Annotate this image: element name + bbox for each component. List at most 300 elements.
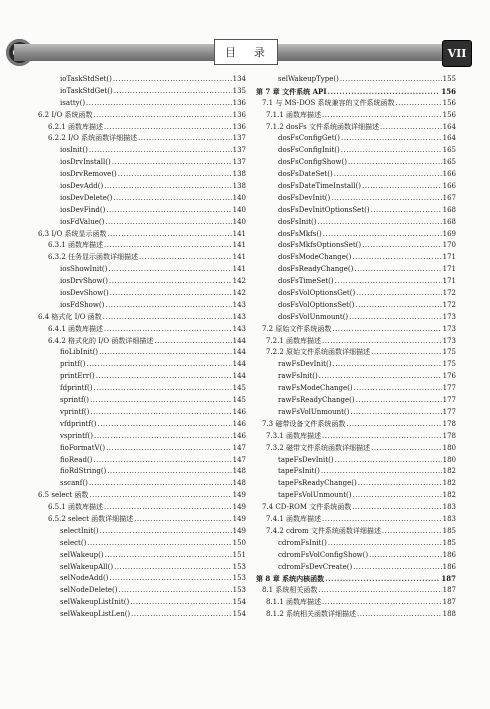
- toc-entry-title: sscanf(): [60, 479, 88, 488]
- toc-entry-title: fioLibInit(): [60, 348, 99, 357]
- toc-entry[interactable]: [256, 312, 456, 324]
- toc-entry[interactable]: [38, 193, 246, 205]
- toc-entry[interactable]: [256, 562, 456, 574]
- leader-dots: [93, 455, 231, 467]
- toc-entry[interactable]: [38, 86, 246, 98]
- toc-entry[interactable]: [256, 514, 456, 526]
- leader-dots: [107, 229, 231, 241]
- toc-entry[interactable]: [256, 490, 456, 502]
- toc-entry[interactable]: [256, 157, 456, 169]
- toc-entry-title: selNodeAdd(): [60, 574, 109, 583]
- toc-entry-title: 第 8 章 系统内核函数: [256, 574, 325, 584]
- leader-dots: [341, 145, 442, 157]
- leader-dots: [371, 347, 442, 359]
- toc-entry[interactable]: [38, 526, 246, 538]
- toc-entry-title: selWakeupListInit(): [60, 598, 130, 607]
- leader-dots: [340, 74, 442, 86]
- toc-entry-title: vsprintf(): [60, 431, 93, 440]
- toc-entry-title: selWakeupType(): [278, 75, 339, 83]
- leader-dots: [134, 514, 232, 526]
- leader-dots: [103, 312, 232, 324]
- leader-dots: [362, 240, 441, 252]
- toc-entry-page: 180: [442, 455, 456, 464]
- toc-entry[interactable]: [38, 110, 246, 122]
- toc-entry-title: 6.3.1 函数库描述: [48, 241, 104, 250]
- leader-dots: [332, 359, 441, 371]
- toc-entry-title: select(): [60, 538, 87, 547]
- toc-entry-page: 138: [232, 182, 246, 191]
- toc-entry-page: 154: [232, 610, 246, 619]
- toc-entry[interactable]: [256, 443, 456, 455]
- toc-right-column: [256, 74, 456, 621]
- toc-entry-page: 142: [232, 289, 246, 298]
- leader-dots: [321, 466, 442, 478]
- toc-entry[interactable]: [38, 145, 246, 157]
- leader-dots: [104, 122, 232, 134]
- toc-entry[interactable]: [256, 169, 456, 181]
- toc-entry[interactable]: [256, 217, 456, 229]
- toc-entry[interactable]: [38, 585, 246, 597]
- toc-entry[interactable]: [38, 217, 246, 229]
- toc-entry[interactable]: [256, 538, 456, 550]
- toc-entry[interactable]: [38, 98, 246, 110]
- toc-entry-page: 153: [232, 586, 246, 595]
- toc-entry-page: 144: [232, 336, 246, 345]
- toc-entry[interactable]: [38, 573, 246, 585]
- leader-dots: [138, 133, 232, 145]
- toc-entry[interactable]: [256, 133, 456, 145]
- toc-entry[interactable]: [256, 597, 456, 609]
- toc-entry[interactable]: [38, 538, 246, 550]
- toc-entry-page: 164: [442, 122, 456, 131]
- toc-entry-title: dosFsDateSet(): [278, 170, 333, 179]
- toc-left-column: [38, 74, 246, 621]
- toc-entry[interactable]: [256, 502, 456, 514]
- toc-entry-title: 6.3.2 任务显示函数详细描述: [48, 253, 139, 262]
- leader-dots: [322, 110, 442, 122]
- toc-entry[interactable]: [256, 609, 456, 621]
- toc-entry[interactable]: [38, 181, 246, 193]
- leader-dots: [130, 597, 231, 609]
- toc-entry-title: iosDrvRemove(): [60, 170, 117, 179]
- toc-entry-title: 6.3 I/O 系统显示函数: [38, 229, 107, 238]
- toc-entry-page: 177: [442, 396, 456, 405]
- toc-entry[interactable]: [256, 395, 456, 407]
- toc-entry-page: 141: [232, 229, 246, 238]
- toc-entry-page: 137: [232, 134, 246, 143]
- toc-entry-page: 165: [442, 146, 456, 155]
- leader-dots: [119, 585, 232, 597]
- toc-entry[interactable]: [256, 359, 456, 371]
- toc-entry-page: 183: [442, 503, 456, 512]
- toc-entry[interactable]: [38, 336, 246, 348]
- leader-dots: [94, 431, 232, 443]
- leader-dots: [350, 407, 441, 419]
- toc-entry[interactable]: [38, 347, 246, 359]
- toc-entry-page: 183: [442, 514, 456, 523]
- toc-entry[interactable]: [256, 122, 456, 134]
- toc-entry[interactable]: [256, 205, 456, 217]
- toc-entry-title: 7.3.2 磁带文件系统函数详细描述: [266, 443, 371, 452]
- toc-entry-title: isatty(): [60, 98, 86, 107]
- toc-entry[interactable]: [38, 359, 246, 371]
- leader-dots: [341, 133, 442, 145]
- toc-entry-page: 175: [442, 348, 456, 357]
- leader-dots: [334, 169, 442, 181]
- leader-dots: [113, 193, 231, 205]
- leader-dots: [131, 609, 231, 621]
- toc-entry-page: 141: [232, 241, 246, 250]
- toc-entry-page: 148: [232, 467, 246, 476]
- toc-entry-title: 7.2 原始文件系统函数: [262, 324, 332, 333]
- toc-entry-title: 7.4.2 cdrom 文件系统函数详细描述: [266, 526, 381, 535]
- toc-entry-page: 137: [232, 146, 246, 155]
- toc-entry[interactable]: [38, 205, 246, 217]
- leader-dots: [357, 609, 442, 621]
- toc-entry[interactable]: [38, 133, 246, 145]
- leader-dots: [322, 431, 442, 443]
- leader-dots: [97, 419, 231, 431]
- toc-entry-page: 173: [442, 324, 456, 333]
- toc-entry-page: 164: [442, 134, 456, 143]
- toc-entry[interactable]: [38, 395, 246, 407]
- leader-dots: [104, 181, 231, 193]
- toc-entry-page: 173: [442, 312, 456, 321]
- toc-entry-page: 177: [442, 407, 456, 416]
- leader-dots: [355, 300, 441, 312]
- toc-entry-title: cdromFsDevCreate(): [278, 562, 353, 571]
- toc-entry-title: 7.3.1 函数库描述: [266, 431, 322, 440]
- toc-entry-title: 6.5.2 select 函数详细描述: [48, 514, 134, 523]
- leader-dots: [353, 562, 441, 574]
- toc-entry[interactable]: [256, 288, 456, 300]
- toc-entry[interactable]: [256, 585, 456, 597]
- leader-dots: [110, 288, 232, 300]
- toc-entry[interactable]: [256, 347, 456, 359]
- toc-entry-page: 140: [232, 217, 246, 226]
- toc-entry-title: 6.2.1 函数库描述: [48, 122, 104, 131]
- toc-entry-page: 166: [442, 170, 456, 179]
- toc-entry-page: 146: [232, 407, 246, 416]
- toc-entry-page: 138: [232, 170, 246, 179]
- leader-dots: [362, 181, 442, 193]
- toc-entry-page: 182: [442, 491, 456, 500]
- leader-dots: [118, 169, 232, 181]
- toc-entry-page: 176: [442, 372, 456, 381]
- leader-dots: [380, 122, 442, 134]
- toc-entry-title: iosDevFind(): [60, 205, 106, 214]
- toc-entry-title: vprintf(): [60, 407, 90, 416]
- toc-entry[interactable]: [256, 336, 456, 348]
- toc-entry[interactable]: [256, 240, 456, 252]
- leader-dots: [112, 157, 232, 169]
- page-number-badge: VII: [442, 40, 472, 67]
- leader-dots: [94, 383, 232, 395]
- toc-entry-page: 144: [232, 372, 246, 381]
- toc-entry-title: fioRdString(): [60, 467, 107, 476]
- toc-entry-title: iosDrvInstall(): [60, 158, 111, 167]
- toc-entry-page: 180: [442, 443, 456, 452]
- toc-entry[interactable]: [38, 407, 246, 419]
- toc-entry[interactable]: [38, 371, 246, 383]
- toc-entry-page: 168: [442, 217, 456, 226]
- toc-entry-title: 7.4.1 函数库描述: [266, 514, 322, 523]
- toc-entry-page: 177: [442, 384, 456, 393]
- toc-entry-page: 178: [442, 419, 456, 428]
- toc-entry-page: 167: [442, 193, 456, 202]
- toc-entry-page: 187: [442, 598, 456, 607]
- toc-entry[interactable]: [38, 312, 246, 324]
- toc-entry[interactable]: [256, 98, 456, 110]
- leader-dots: [331, 193, 441, 205]
- leader-dots: [335, 455, 442, 467]
- leader-dots: [108, 264, 231, 276]
- toc-entry-page: 185: [442, 526, 456, 535]
- toc-entry-page: 186: [442, 562, 456, 571]
- toc-entry-page: 143: [232, 324, 246, 333]
- leader-dots: [346, 419, 441, 431]
- toc-entry-title: tapeFsInit(): [278, 467, 320, 476]
- leader-dots: [356, 288, 441, 300]
- toc-entry[interactable]: [38, 264, 246, 276]
- toc-entry-title: iosFdShow(): [60, 300, 105, 309]
- leader-dots: [348, 157, 442, 169]
- header-title: [214, 39, 278, 65]
- toc-entry-title: fioRead(): [60, 455, 93, 464]
- toc-entry-page: 135: [232, 86, 246, 95]
- leader-dots: [106, 205, 231, 217]
- toc-entry-title: 6.4.1 函数库描述: [48, 324, 104, 333]
- toc-entry-page: 143: [232, 300, 246, 309]
- toc-entry-title: dosFsDevInit(): [278, 193, 331, 202]
- toc-entry-page: 144: [232, 360, 246, 369]
- toc-entry-page: 186: [442, 550, 456, 559]
- toc-entry-page: 141: [232, 265, 246, 274]
- toc-entry[interactable]: [256, 276, 456, 288]
- toc-entry-title: vfdprintf(): [60, 419, 97, 428]
- leader-dots: [154, 336, 231, 348]
- toc-entry[interactable]: [38, 502, 246, 514]
- toc-entry[interactable]: [256, 550, 456, 562]
- leader-dots: [96, 371, 232, 383]
- toc-entry-page: 187: [441, 574, 456, 584]
- toc-entry[interactable]: [38, 490, 246, 502]
- toc-entry-title: selWakeup(): [60, 550, 104, 559]
- leader-dots: [382, 526, 442, 538]
- toc-entry-title: dosFsConfigGet(): [278, 134, 340, 143]
- leader-dots: [356, 395, 442, 407]
- toc-entry-page: 149: [232, 503, 246, 512]
- toc-entry[interactable]: [38, 478, 246, 490]
- toc-entry-title: 7.1 与 MS-DOS 系统兼容的文件系统函数: [262, 98, 395, 107]
- toc-entry-title: 7.1.2 dosFs 文件系统函数详细描述: [266, 122, 379, 131]
- toc-entry[interactable]: [38, 443, 246, 455]
- leader-dots: [354, 264, 441, 276]
- toc-entry[interactable]: [38, 466, 246, 478]
- toc-entry-title: rawFsModeChange(): [278, 384, 353, 393]
- toc-entry-title: rawFsVolUnmount(): [278, 407, 350, 416]
- toc-entry[interactable]: [256, 264, 456, 276]
- toc-entry[interactable]: [256, 193, 456, 205]
- leader-dots: [114, 86, 232, 98]
- toc-entry-title: iosDevAdd(): [60, 182, 104, 191]
- header-bar-left: [14, 44, 214, 61]
- toc-entry[interactable]: [38, 276, 246, 288]
- toc-entry-page: 156: [441, 86, 456, 96]
- leader-dots: [396, 98, 442, 110]
- toc-entry-page: 173: [442, 336, 456, 345]
- toc-entry-page: 140: [232, 193, 246, 202]
- leader-dots: [89, 478, 232, 490]
- toc-entry-page: 153: [232, 574, 246, 583]
- toc-entry[interactable]: [38, 229, 246, 241]
- toc-entry[interactable]: [256, 86, 456, 98]
- leader-dots: [105, 217, 231, 229]
- toc-entry-title: dosFsVolOptionsGet(): [278, 289, 356, 298]
- toc-entry-title: iosFdValue(): [60, 217, 105, 226]
- toc-entry-title: 6.2.2 I/O 系统函数详细描述: [48, 134, 138, 143]
- toc-entry-page: 182: [442, 479, 456, 488]
- toc-entry[interactable]: [256, 252, 456, 264]
- toc-entry-page: 144: [232, 348, 246, 357]
- toc-entry-title: dosFsDevInitOptionsSet(): [278, 205, 370, 214]
- leader-dots: [332, 324, 441, 336]
- toc-entry[interactable]: [38, 550, 246, 562]
- toc-entry-title: dosFsMkfsOptionsSet(): [278, 241, 362, 250]
- toc-entry[interactable]: [38, 419, 246, 431]
- toc-entry-title: tapeFsReadyChange(): [278, 479, 357, 488]
- toc-entry-title: 7.4 CD-ROM 文件系统函数: [262, 503, 352, 512]
- toc-entry[interactable]: [256, 573, 456, 585]
- toc-entry-title: selWakeupListLen(): [60, 610, 131, 619]
- toc-entry-page: 149: [232, 526, 246, 535]
- toc-entry[interactable]: [38, 609, 246, 621]
- toc-entry-page: 150: [232, 538, 246, 547]
- toc-entry[interactable]: [256, 478, 456, 490]
- toc-entry-title: ioTaskStdSet(): [60, 75, 112, 83]
- leader-dots: [106, 443, 232, 455]
- toc-entry[interactable]: [256, 407, 456, 419]
- toc-entry-page: 156: [442, 98, 456, 107]
- toc-entry[interactable]: [38, 597, 246, 609]
- toc-entry-title: selectInit(): [60, 526, 99, 535]
- toc-entry-title: dosFsMkfs(): [278, 229, 322, 238]
- toc-entry[interactable]: [38, 324, 246, 336]
- toc-entry-title: 6.5 select 函数: [38, 491, 89, 500]
- header-title-char-2: 录: [254, 46, 267, 59]
- toc-entry-title: 7.2.2 原始文件系统函数详细描述: [266, 348, 371, 357]
- toc-entry[interactable]: [256, 324, 456, 336]
- toc-entry[interactable]: [256, 74, 456, 86]
- leader-dots: [90, 407, 231, 419]
- toc-entry-title: dosFsReadyChange(): [278, 265, 354, 274]
- toc-entry[interactable]: [256, 371, 456, 383]
- toc-entry[interactable]: [38, 240, 246, 252]
- toc-entry-page: 140: [232, 205, 246, 214]
- leader-dots: [325, 573, 440, 585]
- toc-entry-title: fioFormatV(): [60, 443, 106, 452]
- toc-entry[interactable]: [38, 288, 246, 300]
- toc-entry-title: dosFsInit(): [278, 217, 317, 226]
- toc-entry-page: 171: [442, 265, 456, 274]
- leader-dots: [139, 252, 232, 264]
- toc-entry[interactable]: [256, 431, 456, 443]
- toc-entry-page: 187: [442, 586, 456, 595]
- toc-entry-title: 6.5.1 函数库描述: [48, 503, 104, 512]
- toc-entry-page: 168: [442, 205, 456, 214]
- toc-entry-title: dosFsConfigInit(): [278, 146, 340, 155]
- toc-entry[interactable]: [256, 110, 456, 122]
- toc-entry[interactable]: [38, 169, 246, 181]
- toc-entry-title: 6.2 I/O 系统函数: [38, 110, 93, 119]
- toc-entry-title: iosDrvShow(): [60, 277, 108, 286]
- leader-dots: [335, 276, 442, 288]
- toc-entry-title: 6.4 格式化 I/O 函数: [38, 312, 102, 321]
- toc-entry[interactable]: [38, 562, 246, 574]
- toc-entry-title: dosFsConfigShow(): [278, 158, 347, 167]
- toc-entry[interactable]: [38, 514, 246, 526]
- toc-entry[interactable]: [256, 300, 456, 312]
- toc-entry[interactable]: [256, 229, 456, 241]
- leader-dots: [93, 110, 231, 122]
- toc-entry[interactable]: [38, 157, 246, 169]
- toc-entry[interactable]: [256, 466, 456, 478]
- toc-entry[interactable]: [256, 455, 456, 467]
- toc-entry[interactable]: [38, 122, 246, 134]
- toc-entry[interactable]: [256, 383, 456, 395]
- toc-entry-title: dosFsTimeSet(): [278, 277, 334, 286]
- toc-entry-page: 136: [232, 98, 246, 107]
- leader-dots: [100, 526, 232, 538]
- toc-entry[interactable]: [38, 252, 246, 264]
- toc-entry-title: dosFsVolUnmount(): [278, 312, 349, 321]
- toc-entry[interactable]: [256, 419, 456, 431]
- toc-entry-title: 8.1.1 函数库描述: [266, 598, 322, 607]
- toc-entry-page: 165: [442, 158, 456, 167]
- toc-entry[interactable]: [38, 300, 246, 312]
- toc-entry-title: selNodeDelete(): [60, 586, 118, 595]
- toc-entry[interactable]: [38, 455, 246, 467]
- toc-entry-title: rawFsReadyChange(): [278, 396, 355, 405]
- toc-entry[interactable]: [256, 145, 456, 157]
- toc-entry[interactable]: [256, 526, 456, 538]
- leader-dots: [352, 490, 441, 502]
- toc-entry[interactable]: [38, 383, 246, 395]
- toc-entry-title: selWakeupAll(): [60, 562, 114, 571]
- toc-entry-title: ioTaskStdGet(): [60, 86, 113, 95]
- leader-dots: [322, 514, 442, 526]
- toc-entry-title: tapeFsDevInit(): [278, 455, 334, 464]
- toc-entry-page: 154: [232, 598, 246, 607]
- toc-entry-title: 7.3 磁带设备文件系统函数: [262, 419, 346, 428]
- toc-entry-title: 8.1 系统相关函数: [262, 586, 318, 595]
- toc-entry-page: 172: [442, 289, 456, 298]
- toc-entry[interactable]: [38, 431, 246, 443]
- leader-dots: [114, 562, 232, 574]
- leader-dots: [328, 538, 442, 550]
- toc-entry-page: 170: [442, 241, 456, 250]
- toc-entry[interactable]: [256, 181, 456, 193]
- toc-entry-page: 136: [232, 110, 246, 119]
- toc-entry-page: 143: [232, 312, 246, 321]
- leader-dots: [358, 478, 442, 490]
- leader-dots: [349, 312, 441, 324]
- leader-dots: [319, 371, 442, 383]
- leader-dots: [322, 336, 442, 348]
- toc-entry-page: 147: [232, 455, 246, 464]
- toc-entry[interactable]: [38, 74, 246, 86]
- leader-dots: [86, 98, 232, 110]
